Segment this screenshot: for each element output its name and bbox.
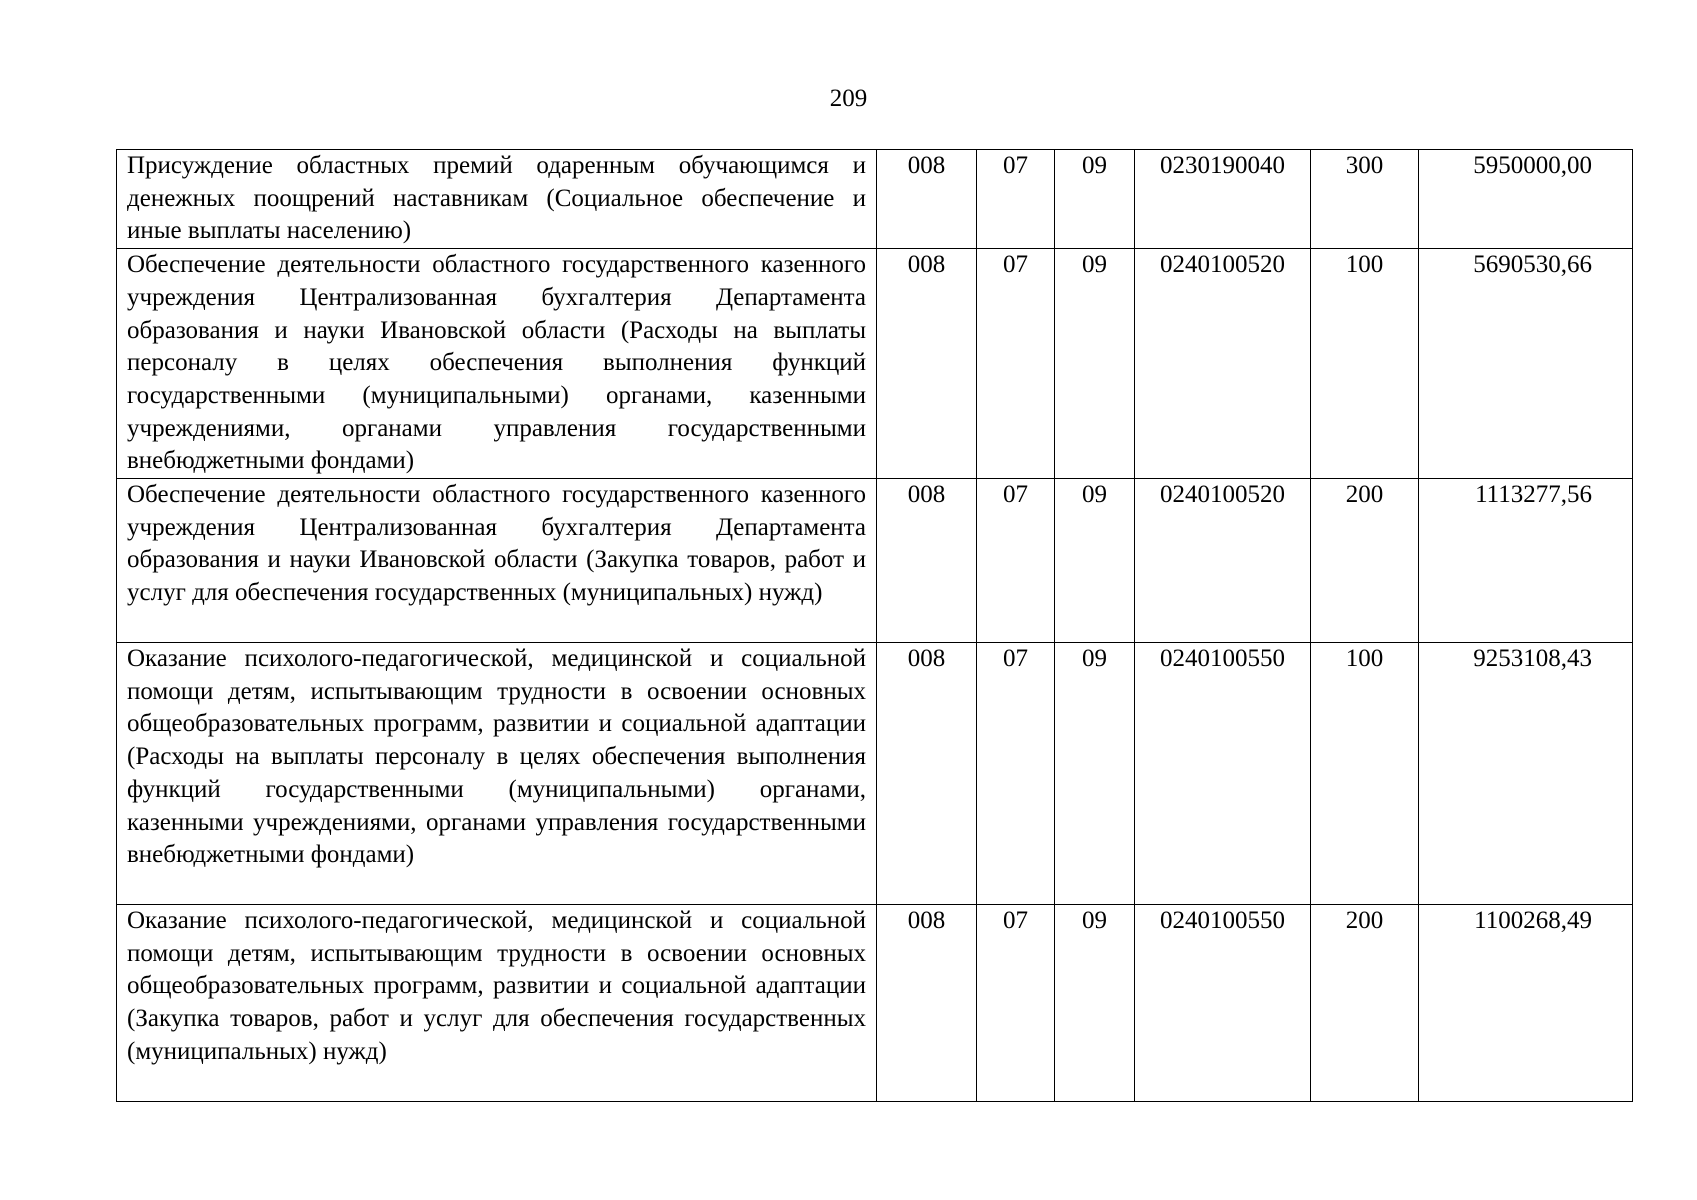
subsection-code: 09 — [1055, 643, 1135, 905]
target-article-code: 0240100520 — [1135, 479, 1311, 643]
row-description: Оказание психолого-педагогической, медицинской и социальной помощи детям, испытывающим трудности в освоении основных общеобразовательных программ, развитии и социальной адаптации (Расходы на выплаты персоналу в целях обеспечения выполнения функций государственными (муниципальными) органами, казенными учреждениями, органами управления государственными внебюджетными фондами) — [117, 643, 877, 905]
row-description: Обеспечение деятельности областного государственного казенного учреждения Централизованная бухгалтерия Департамента образования и науки Ивановской области (Закупка товаров, работ и услуг для обеспечения государственных (муниципальных) нужд) — [117, 479, 877, 643]
expense-type-code: 100 — [1311, 643, 1419, 905]
section-code: 07 — [977, 150, 1055, 249]
section-code: 07 — [977, 643, 1055, 905]
subsection-code: 09 — [1055, 905, 1135, 1102]
amount: 9253108,43 — [1419, 643, 1633, 905]
target-article-code: 0240100550 — [1135, 905, 1311, 1102]
target-article-code: 0240100520 — [1135, 249, 1311, 479]
expense-type-code: 100 — [1311, 249, 1419, 479]
ministry-code: 008 — [877, 479, 977, 643]
budget-table — [116, 149, 1633, 1102]
ministry-code: 008 — [877, 150, 977, 249]
table-row — [117, 479, 1633, 643]
page-number: 209 — [829, 85, 868, 112]
section-code: 07 — [977, 905, 1055, 1102]
row-description: Оказание психолого-педагогической, медицинской и социальной помощи детям, испытывающим трудности в освоении основных общеобразовательных программ, развитии и социальной адаптации (Закупка товаров, работ и услуг для обеспечения государственных (муниципальных) нужд) — [117, 905, 877, 1102]
subsection-code: 09 — [1055, 249, 1135, 479]
table-row — [117, 150, 1633, 249]
section-code: 07 — [977, 249, 1055, 479]
expense-type-code: 200 — [1311, 479, 1419, 643]
table-row — [117, 905, 1633, 1102]
table-row — [117, 643, 1633, 905]
ministry-code: 008 — [877, 249, 977, 479]
expense-type-code: 200 — [1311, 905, 1419, 1102]
ministry-code: 008 — [877, 643, 977, 905]
row-description: Присуждение областных премий одаренным обучающимся и денежных поощрений наставникам (Социальное обеспечение и иные выплаты населению) — [117, 150, 877, 249]
amount: 5950000,00 — [1419, 150, 1633, 249]
target-article-code: 0230190040 — [1135, 150, 1311, 249]
section-code: 07 — [977, 479, 1055, 643]
amount: 1113277,56 — [1419, 479, 1633, 643]
row-description: Обеспечение деятельности областного государственного казенного учреждения Централизованная бухгалтерия Департамента образования и науки Ивановской области (Расходы на выплаты персоналу в целях обеспечения выполнения функций государственными (муниципальными) органами, казенными учреждениями, органами управления государственными внебюджетными фондами) — [117, 249, 877, 479]
subsection-code: 09 — [1055, 479, 1135, 643]
expense-type-code: 300 — [1311, 150, 1419, 249]
amount: 1100268,49 — [1419, 905, 1633, 1102]
table-row — [117, 249, 1633, 479]
amount: 5690530,66 — [1419, 249, 1633, 479]
subsection-code: 09 — [1055, 150, 1135, 249]
target-article-code: 0240100550 — [1135, 643, 1311, 905]
ministry-code: 008 — [877, 905, 977, 1102]
